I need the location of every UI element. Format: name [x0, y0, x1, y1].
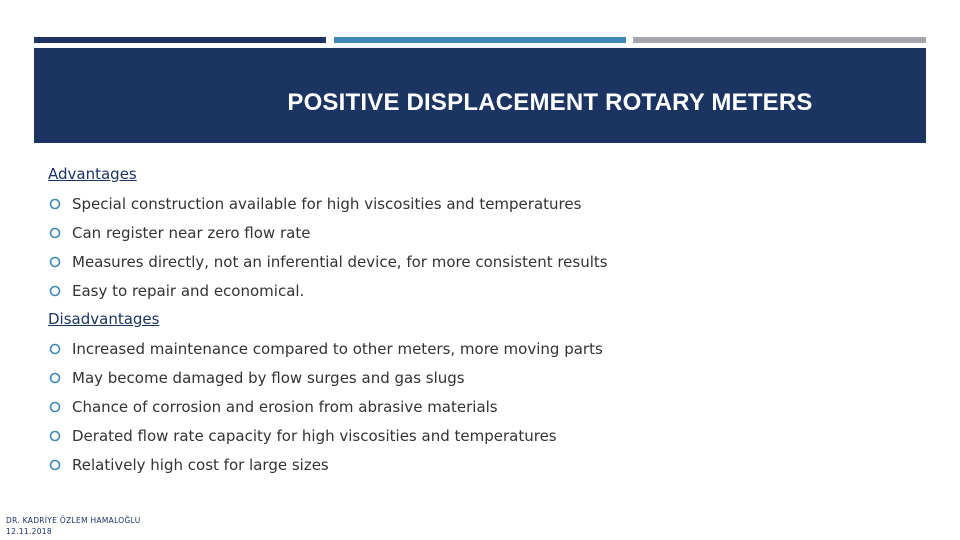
advantage-text: Easy to repair and economical.	[72, 282, 305, 300]
accent-bar-navy	[34, 37, 326, 43]
disadvantage-item	[48, 426, 557, 446]
hollow-circle-bullet-icon	[48, 429, 62, 443]
disadvantage-text: Increased maintenance compared to other meters, more moving parts	[72, 340, 603, 358]
hollow-circle-bullet-icon	[48, 284, 62, 298]
advantage-item	[48, 194, 581, 214]
advantage-text: Can register near zero flow rate	[72, 224, 311, 242]
disadvantages-heading: Disadvantages	[48, 310, 160, 328]
disadvantage-text: May become damaged by flow surges and gas slugs	[72, 369, 465, 387]
disadvantage-text: Relatively high cost for large sizes	[72, 456, 329, 474]
advantage-item	[48, 252, 608, 272]
hollow-circle-bullet-icon	[48, 226, 62, 240]
footer-author: DR. KADRİYE ÖZLEM HAMALOĞLU	[6, 516, 141, 525]
hollow-circle-bullet-icon	[48, 371, 62, 385]
advantage-text: Special construction available for high viscosities and temperatures	[72, 195, 582, 213]
hollow-circle-bullet-icon	[48, 255, 62, 269]
footer-date: 12.11.2018	[6, 527, 52, 536]
accent-bar-blue	[334, 37, 626, 43]
hollow-circle-bullet-icon	[48, 458, 62, 472]
disadvantage-text: Chance of corrosion and erosion from abrasive materials	[72, 398, 498, 416]
disadvantage-text: Derated flow rate capacity for high viscosities and temperatures	[72, 427, 557, 445]
advantages-heading: Advantages	[48, 165, 137, 183]
disadvantage-item	[48, 368, 465, 388]
disadvantage-item	[48, 339, 603, 359]
advantage-text: Measures directly, not an inferential device, for more consistent results	[72, 253, 608, 271]
disadvantage-item	[48, 455, 329, 475]
hollow-circle-bullet-icon	[48, 342, 62, 356]
advantage-item	[48, 223, 310, 243]
page-title: POSITIVE DISPLACEMENT ROTARY METERS	[287, 89, 813, 116]
hollow-circle-bullet-icon	[48, 400, 62, 414]
hollow-circle-bullet-icon	[48, 197, 62, 211]
disadvantage-item	[48, 397, 498, 417]
advantage-item	[48, 281, 304, 301]
accent-bar-gray	[633, 37, 926, 43]
